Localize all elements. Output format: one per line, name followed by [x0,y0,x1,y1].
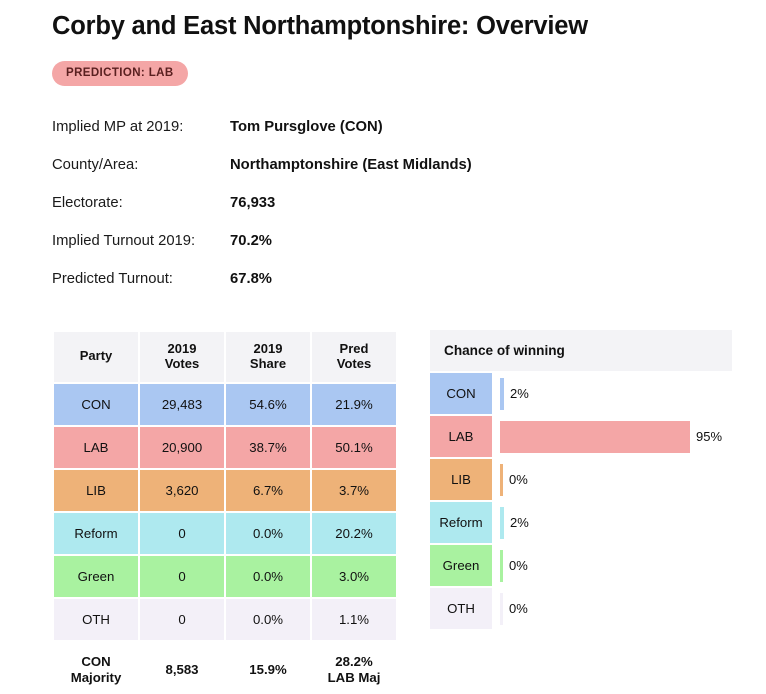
fact-label: Implied MP at 2019: [52,119,184,135]
fact-value: Tom Pursglove (CON) [230,119,383,135]
cell-votes-2019: 3,620 [140,470,224,511]
cell-share-2019: 6.7% [226,470,310,511]
table-header-row [54,332,396,382]
cell-share-2019: 0.0% [226,556,310,597]
cell-votes-2019: 0 [140,556,224,597]
table-row [54,513,396,554]
cell-majority-share: 15.9% [226,642,310,694]
table-row [54,384,396,425]
cell-pred-votes: 50.1% [312,427,396,468]
cell-party: LIB [54,470,138,511]
chance-party-label: Reform [430,502,492,543]
fact-row-electorate [52,195,692,233]
table-totals-row [54,642,396,694]
fact-value: 67.8% [230,271,272,287]
table-row [54,599,396,640]
cell-votes-2019: 0 [140,599,224,640]
chance-bar [500,464,503,496]
cell-share-2019: 0.0% [226,599,310,640]
chance-of-winning-panel [430,330,732,629]
column-header-2019-votes [140,332,224,382]
cell-party: OTH [54,599,138,640]
chance-bar-wrap [500,593,528,625]
fact-row-county-area [52,157,692,195]
fact-row-predicted-turnout [52,271,692,309]
cell-share-2019: 0.0% [226,513,310,554]
cell-majority-pred [312,642,396,694]
fact-value: 76,933 [230,195,276,211]
chance-value: 95% [696,429,723,444]
chance-bar-wrap [500,378,529,410]
cell-party: CON [54,384,138,425]
chance-bar-wrap [500,464,528,496]
column-header-party [54,332,138,382]
facts-list [52,119,692,309]
cell-party: LAB [54,427,138,468]
chance-row [430,588,732,629]
chance-bar-wrap [500,421,722,453]
column-header-line1: 2019 [253,341,283,356]
fact-label: County/Area: [52,157,139,173]
chance-bar-wrap [500,550,528,582]
fact-label: Electorate: [52,195,123,211]
chance-value: 2% [510,515,529,530]
chance-row [430,459,732,500]
chance-value: 0% [509,472,528,487]
chance-party-label: OTH [430,588,492,629]
chance-value: 2% [510,386,529,401]
column-header-line1: 2019 [167,341,197,356]
cell-votes-2019: 0 [140,513,224,554]
cell-share-2019: 38.7% [226,427,310,468]
cell-votes-2019: 20,900 [140,427,224,468]
table-row [54,427,396,468]
party-results-table [52,330,398,694]
majority-party-line2: Majority [70,669,122,685]
fact-row-implied-turnout [52,233,692,271]
chance-bar [500,421,690,453]
chance-party-label: CON [430,373,492,414]
cell-majority-votes: 8,583 [140,642,224,694]
cell-votes-2019: 29,483 [140,384,224,425]
chance-row [430,502,732,543]
chance-panel-title: Chance of winning [430,330,732,371]
column-header-line1: Party [79,348,113,364]
chance-party-label: Green [430,545,492,586]
chance-value: 0% [509,558,528,573]
cell-share-2019: 54.6% [226,384,310,425]
chance-bar [500,550,503,582]
table-row [54,556,396,597]
chance-party-label: LIB [430,459,492,500]
chance-bar [500,507,504,539]
fact-value: 70.2% [230,233,272,249]
majority-pred-line2: LAB Maj [327,669,381,685]
cell-pred-votes: 3.0% [312,556,396,597]
column-header-2019-share [226,332,310,382]
column-header-line2: Votes [336,355,372,371]
cell-majority-party [54,642,138,694]
table-row [54,470,396,511]
fact-label: Implied Turnout 2019: [52,233,196,249]
fact-row-implied-mp [52,119,692,157]
chance-row [430,373,732,414]
chance-bar [500,378,504,410]
page-title: Corby and East Northamptonshire: Overview [52,12,588,40]
cell-pred-votes: 20.2% [312,513,396,554]
cell-pred-votes: 3.7% [312,470,396,511]
cell-party: Green [54,556,138,597]
fact-label: Predicted Turnout: [52,271,173,287]
column-header-pred-votes [312,332,396,382]
cell-pred-votes: 21.9% [312,384,396,425]
fact-value: Northamptonshire (East Midlands) [230,157,472,173]
column-header-line2: Votes [164,355,200,371]
chance-row [430,545,732,586]
cell-pred-votes: 1.1% [312,599,396,640]
column-header-line1: Pred [339,341,369,356]
chance-party-label: LAB [430,416,492,457]
prediction-badge: PREDICTION: LAB [52,61,188,86]
chance-bar-wrap [500,507,529,539]
majority-pred-line1: 28.2% [335,653,373,669]
cell-party: Reform [54,513,138,554]
majority-party-line1: CON [81,653,111,669]
chance-bar [500,593,503,625]
chance-row [430,416,732,457]
chance-value: 0% [509,601,528,616]
column-header-line2: Share [249,355,287,371]
